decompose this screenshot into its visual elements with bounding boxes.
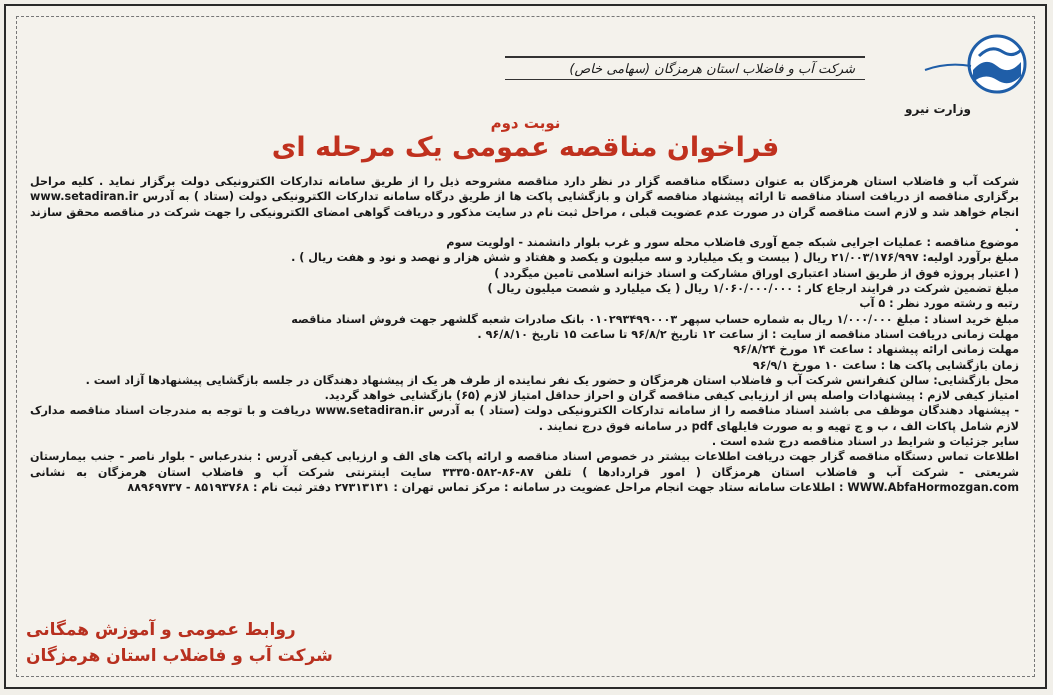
estimate-line: مبلغ برآورد اولیه: ۲۱/۰۰۳/۱۷۶/۹۹۷ ریال ( بیست و یک میلیارد و سه میلیون و یکصد و هفتاد و شش هزار و نهصد و نود و هفت ریال ) . (291, 251, 1019, 265)
opening-time-line: زمان بازگشایی پاکت ها : ساعت ۱۰ مورخ ۹۶/۹/۱ (752, 358, 1019, 372)
page-title: فراخوان مناقصه عمومی یک مرحله ای (271, 132, 780, 163)
grade-line: رتبه و رشته مورد نظر : ۵ آب (859, 297, 1019, 311)
intro-paragraph: شرکت آب و فاضلاب استان هرمزگان به عنوان دستگاه مناقصه گزار در نظر دارد مناقصه مشروحه ذیل را از طریق سامانه تدارکات الکترونیکی دولت برگزار نماید . کلیه مراحل برگزاری مناقصه از دریافت اسناد مناقصه تا ارائه پیشنهاد مناقصه گران و بازگشایی پاکت ها از طریق درگاه سامانه تدارکات الکترونیکی دولت (ستاد ) به آدرس www.setadiran.ir انجام خواهد شد و لازم است مناقصه گران در صورت عدم عضویت قبلی ، مراحل ثبت نام در سایت مذکور و دریافت گواهی امضای الکترونیکی را جهت شرکت در مناقصه محقق سازند . (30, 175, 1019, 234)
credit-line: ( اعتبار پروژه فوق از طریق اسناد اعتباری اوراق مشارکت و اسناد خزانه اسلامی تامین میگردد ) (494, 266, 1019, 280)
signature-block (6, 617, 1045, 669)
notice-frame (4, 4, 1047, 689)
other-line: سایر جزئیات و شرایط در اسناد مناقصه درج شده است . (711, 435, 1019, 449)
round-label: نوبت دوم (490, 114, 561, 132)
public-relations-label: روابط عمومی و آموزش همگانی (26, 620, 296, 640)
company-header: شرکت آب و فاضلاب استان هرمزگان (سهامی خاص) (505, 56, 865, 80)
company-signature: شرکت آب و فاضلاب استان هرمزگان (26, 646, 333, 666)
guarantee-line: مبلغ تضمین شرکت در فرایند ارجاع کار : ۱/۰۶۰/۰۰۰/۰۰۰ ریال ( یک میلیارد و شصت میلیون ریال ) (487, 282, 1019, 296)
opening-place-line: محل بازگشایی: سالن کنفرانس شرکت آب و فاضلاب استان هرمزگان و حضور یک نفر نماینده از طرف هر یک از پیشنهاد دهندگان در جلسه بازگشایی پیشنهادها آزاد است . (85, 373, 1019, 387)
receive-deadline-line: مهلت زمانی دریافت اسناد مناقصه از سایت : از ساعت ۱۲ تاریخ ۹۶/۸/۲ تا ساعت ۱۵ تاریخ ۹۶/۸/۱۰ . (477, 327, 1019, 341)
subject-line: موضوع مناقصه : عملیات اجرایی شبکه جمع آوری فاضلاب محله سور و غرب بلوار دانشمند - اولویت سوم (446, 236, 1019, 250)
contact-paragraph: اطلاعات تماس دستگاه مناقصه گزار جهت دریافت اطلاعات بیشتر در خصوص اسناد مناقصه و ارائه پاکت های الف و ارزیابی کیفی آدرس : بندرعباس - بلوار ناصر - جنب بیمارستان شریعتی - شرکت آب و فاضلاب استان هرمزگان ( امور قراردادها ) تلفن ۸۷-۸۶-۳۳۳۵۰۵۸۲ سایت اینترنتی شرکت آب و فاضلاب استان هرمزگان به نشانی WWW.AbfaHormozgan.com : اطلاعات سامانه ستاد جهت انجام مراحل عضویت در سامانه : مرکز تماس تهران : ۲۷۳۱۳۱۳۱ دفتر ثبت نام : ۸۵۱۹۳۷۶۸ - ۸۸۹۶۹۷۳۷ (30, 450, 1019, 494)
documents-line: - پیشنهاد دهندگان موظف می باشند اسناد مناقصه را از سامانه تدارکات الکترونیکی دولت (ستاد ) به آدرس www.setadiran.ir دریافت و با توجه به مندرجات اسناد مناقصه مدارک لازم شامل پاکات الف ، ب و ج تهیه و به صورت فایلهای pdf در سامانه فوق درج نمایند . (30, 404, 1019, 433)
purchase-line: مبلغ خرید اسناد : مبلغ ۱/۰۰۰/۰۰۰ ریال به شماره حساب سپهر ۰۱۰۲۹۳۴۹۹۰۰۰۳ بانک صادرات شعبه گلشهر جهت فروش اسناد مناقصه (291, 312, 1019, 326)
submit-deadline-line: مهلت زمانی ارائه پیشنهاد : ساعت ۱۴ مورخ ۹۶/۸/۲۴ (733, 343, 1019, 357)
quality-line: امتیاز کیفی لازم : پیشنهادات واصله پس از ارزیابی کیفی مناقصه گران و احراز حداقل امتیاز لازم (۶۵) بازگشایی خواهد گردید. (324, 389, 1019, 403)
ministry-label: وزارت نیرو (905, 102, 971, 116)
water-company-logo-icon (917, 26, 1027, 96)
notice-body (30, 174, 1019, 495)
